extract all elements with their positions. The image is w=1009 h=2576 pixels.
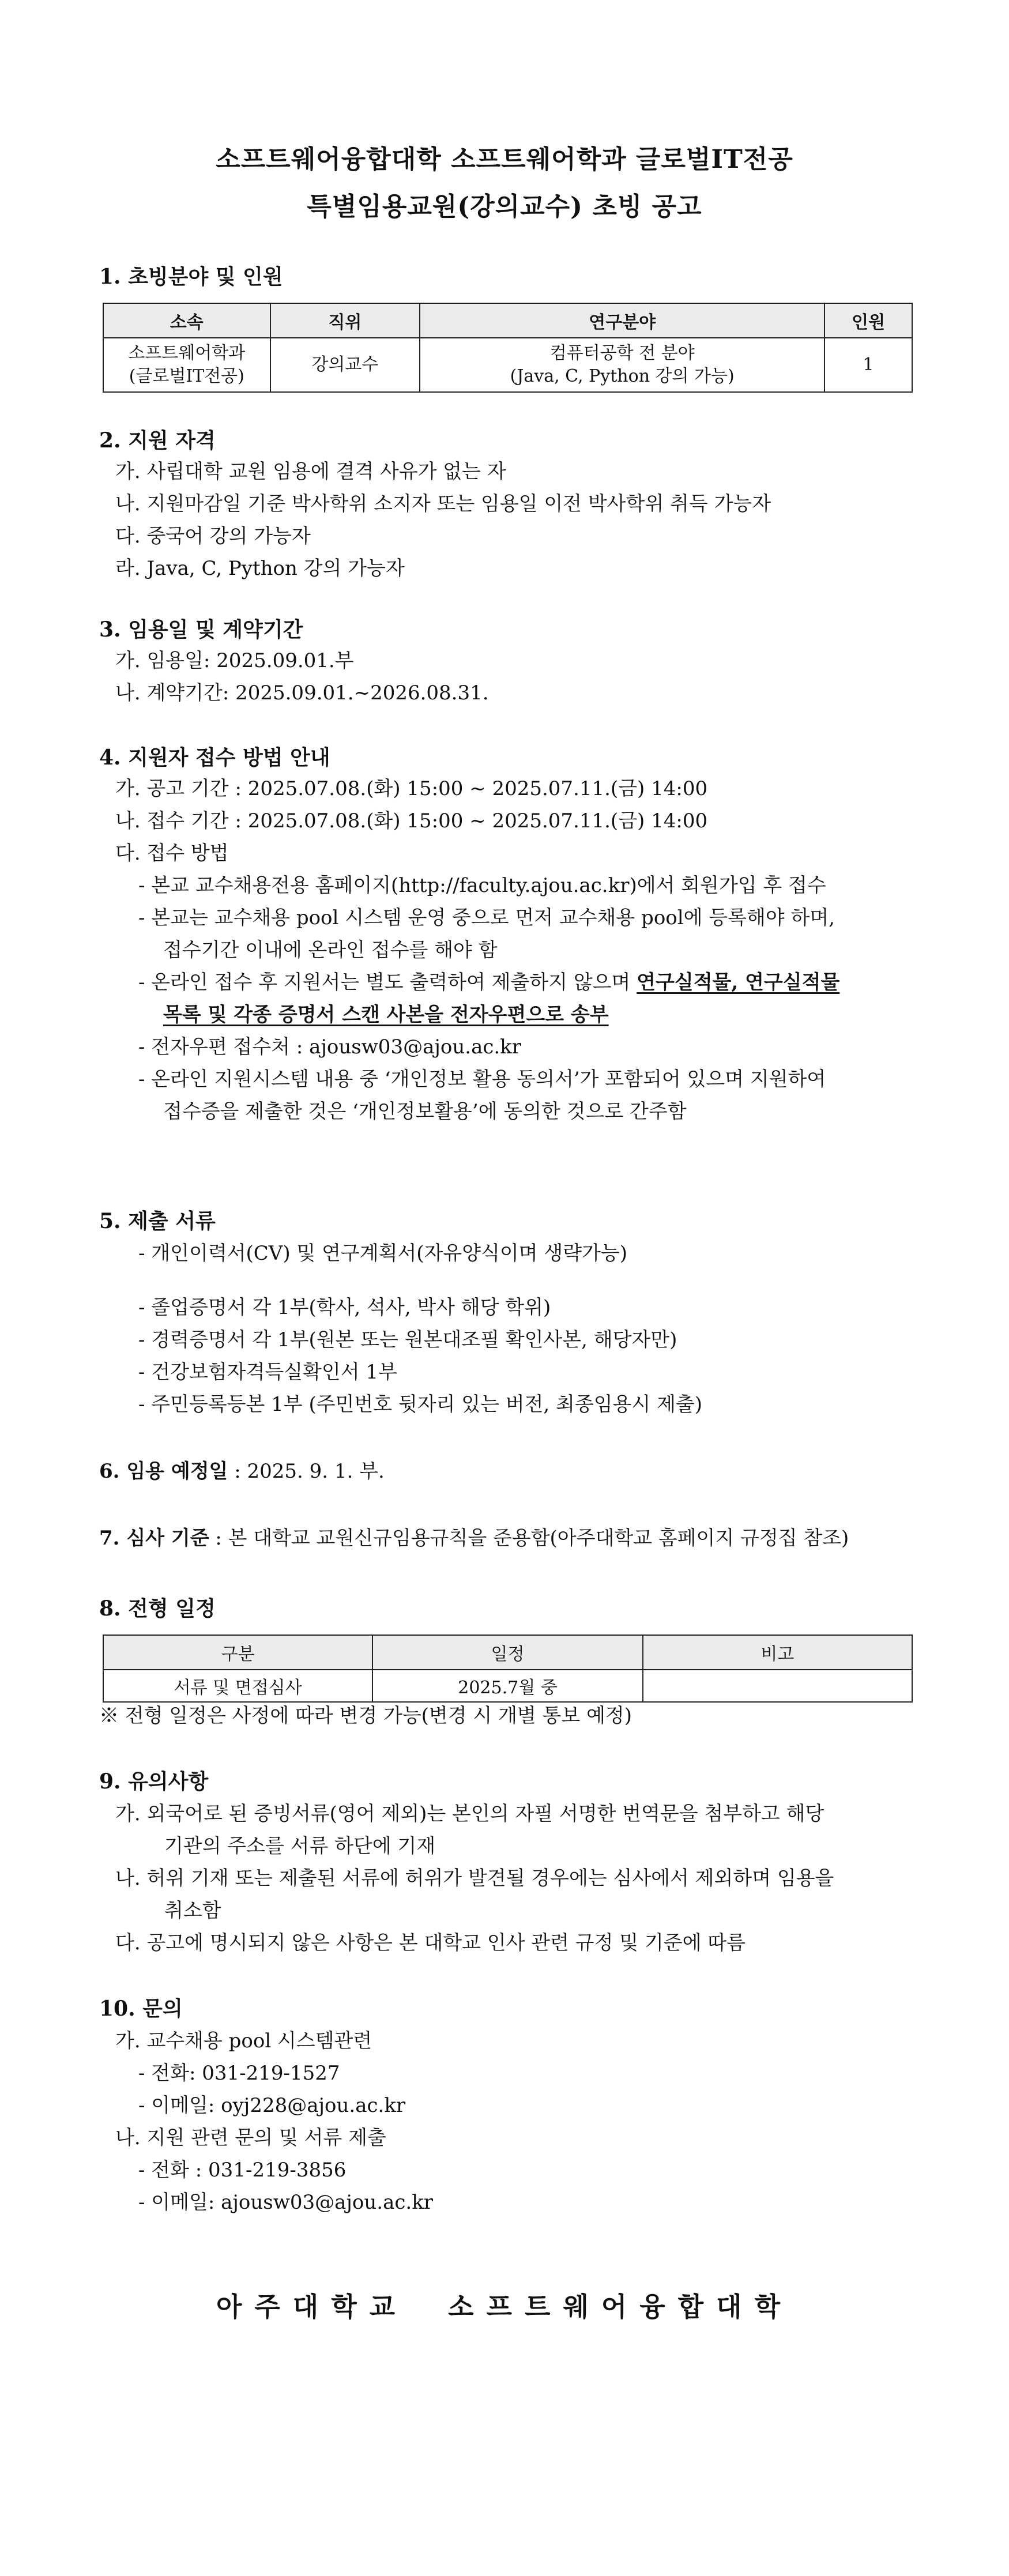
- section-4-heading: 4. 지원자 접수 방법 안내: [99, 745, 330, 770]
- list-item: - 본교는 교수채용 pool 시스템 운영 중으로 먼저 교수채용 pool에 등록해야 하며,: [138, 906, 835, 929]
- list-item: 나. 계약기간: 2025.09.01.~2026.08.31.: [115, 681, 489, 705]
- list-item-continuation: 접수증을 제출한 것은 ‘개인정보활용’에 동의한 것으로 간주함: [163, 1100, 687, 1123]
- cell-type: 서류 및 면접심사: [103, 1670, 372, 1702]
- list-item: 가. 외국어로 된 증빙서류(영어 제외)는 본인의 자필 서명한 번역문을 첨부하고 해당: [115, 1802, 824, 1825]
- issuer-signature: [0, 2286, 1009, 2324]
- list-item: 다. 중국어 강의 가능자: [115, 525, 311, 548]
- section-7: 7. 심사 기준 : 본 대학교 교원신규임용규칙을 준용함(아주대학교 홈페이지 규정집 참조): [99, 1527, 849, 1550]
- list-item-continuation: 접수기간 이내에 온라인 접수를 해야 함: [163, 939, 498, 962]
- contact-phone: - 전화 : 031-219-3856: [138, 2159, 347, 2182]
- header-date: 일정: [372, 1635, 642, 1670]
- page-title-line2: 특별임용교원(강의교수) 초빙 공고: [307, 192, 702, 221]
- list-item: 가. 사립대학 교원 임용에 결격 사유가 없는 자: [115, 460, 506, 483]
- table-row: [103, 338, 912, 392]
- list-item: 나. 접수 기간 : 2025.07.08.(화) 15:00 ~ 2025.07.11.(금) 14:00: [115, 809, 708, 833]
- list-item-continuation: 취소함: [164, 1899, 221, 1922]
- list-item: - 개인이력서(CV) 및 연구계획서(자유양식이며 생략가능): [138, 1242, 628, 1265]
- list-item: - 전자우편 접수처 : ajousw03@ajou.ac.kr: [138, 1035, 522, 1059]
- header-note: 비고: [643, 1635, 912, 1670]
- section-2-heading: 2. 지원 자격: [99, 428, 216, 453]
- list-item: 가. 교수채용 pool 시스템관련: [115, 2029, 372, 2052]
- cell-count: 1: [824, 338, 912, 392]
- issuer-college: 소프트웨어융합대학: [448, 2291, 793, 2322]
- schedule-note: ※ 전형 일정은 사정에 따라 변경 가능(변경 시 개별 통보 예정): [99, 1704, 632, 1727]
- list-item: - 본교 교수채용전용 홈페이지(http://faculty.ajou.ac.kr)에서 회원가입 후 접수: [138, 874, 826, 897]
- contact-email: - 이메일: oyj228@ajou.ac.kr: [138, 2094, 406, 2117]
- section-3-heading: 3. 임용일 및 계약기간: [99, 617, 303, 642]
- list-item: 라. Java, C, Python 강의 가능자: [115, 557, 405, 580]
- cell-dept: 소프트웨어학과 (글로벌IT전공): [103, 338, 270, 392]
- list-item: 나. 지원 관련 문의 및 서류 제출: [115, 2126, 386, 2149]
- cell-date: 2025.7월 중: [372, 1670, 642, 1702]
- header-position: 직위: [270, 303, 420, 338]
- emphasis-text: 목록 및 각종 증명서 스캔 사본을 전자우편으로 송부: [163, 1003, 609, 1026]
- recruitment-table: [103, 303, 913, 393]
- list-item: 가. 임용일: 2025.09.01.부: [115, 649, 354, 672]
- cell-position: 강의교수: [270, 338, 420, 392]
- header-dept: 소속: [103, 303, 270, 338]
- section-6: 6. 임용 예정일 : 2025. 9. 1. 부.: [99, 1460, 385, 1483]
- list-item: - 경력증명서 각 1부(원본 또는 원본대조필 확인사본, 해당자만): [138, 1328, 677, 1351]
- list-item: 나. 허위 기재 또는 제출된 서류에 허위가 발견될 경우에는 심사에서 제외하며 임용을: [115, 1867, 834, 1890]
- cell-note: [643, 1670, 912, 1702]
- list-item: - 온라인 접수 후 지원서는 별도 출력하여 제출하지 않으며 연구실적물, 연구실적물: [138, 971, 840, 994]
- list-item: 나. 지원마감일 기준 박사학위 소지자 또는 임용일 이전 박사학위 취득 가능자: [115, 492, 771, 515]
- section-7-heading: 7. 심사 기준: [99, 1527, 209, 1550]
- issuer-university: 아주대학교: [216, 2291, 408, 2322]
- emphasis-text: 연구실적물, 연구실적물: [637, 971, 840, 994]
- section-10-heading: 10. 문의: [99, 1997, 183, 2021]
- schedule-table: [103, 1635, 913, 1703]
- page-title-line1: 소프트웨어융합대학 소프트웨어학과 글로벌IT전공: [216, 145, 793, 174]
- list-item: 다. 접수 방법: [115, 842, 229, 865]
- list-item: - 졸업증명서 각 1부(학사, 석사, 박사 해당 학위): [138, 1296, 551, 1319]
- cell-field: 컴퓨터공학 전 분야 (Java, C, Python 강의 가능): [420, 338, 824, 392]
- table-row: [103, 1670, 912, 1702]
- contact-email: - 이메일: ajousw03@ajou.ac.kr: [138, 2191, 434, 2214]
- header-field: 연구분야: [420, 303, 824, 338]
- section-9-heading: 9. 유의사항: [99, 1769, 209, 1794]
- list-item: 가. 공고 기간 : 2025.07.08.(화) 15:00 ~ 2025.07.11.(금) 14:00: [115, 777, 708, 800]
- section-8-heading: 8. 전형 일정: [99, 1596, 216, 1621]
- section-1-heading: 1. 초빙분야 및 인원: [99, 265, 283, 289]
- header-count: 인원: [824, 303, 912, 338]
- list-item: 다. 공고에 명시되지 않은 사항은 본 대학교 인사 관련 규정 및 기준에 따름: [115, 1931, 746, 1954]
- list-item: - 건강보험자격득실확인서 1부: [138, 1361, 397, 1384]
- section-6-heading: 6. 임용 예정일: [99, 1460, 228, 1483]
- contact-phone: - 전화: 031-219-1527: [138, 2062, 340, 2085]
- section-5-heading: 5. 제출 서류: [99, 1209, 216, 1233]
- header-type: 구분: [103, 1635, 372, 1670]
- list-item: - 온라인 지원시스템 내용 중 ‘개인정보 활용 동의서’가 포함되어 있으며 지원하여: [138, 1068, 826, 1091]
- list-item: - 주민등록등본 1부 (주민번호 뒷자리 있는 버전, 최종임용시 제출): [138, 1393, 703, 1416]
- list-item-continuation: 기관의 주소를 서류 하단에 기재: [164, 1835, 436, 1858]
